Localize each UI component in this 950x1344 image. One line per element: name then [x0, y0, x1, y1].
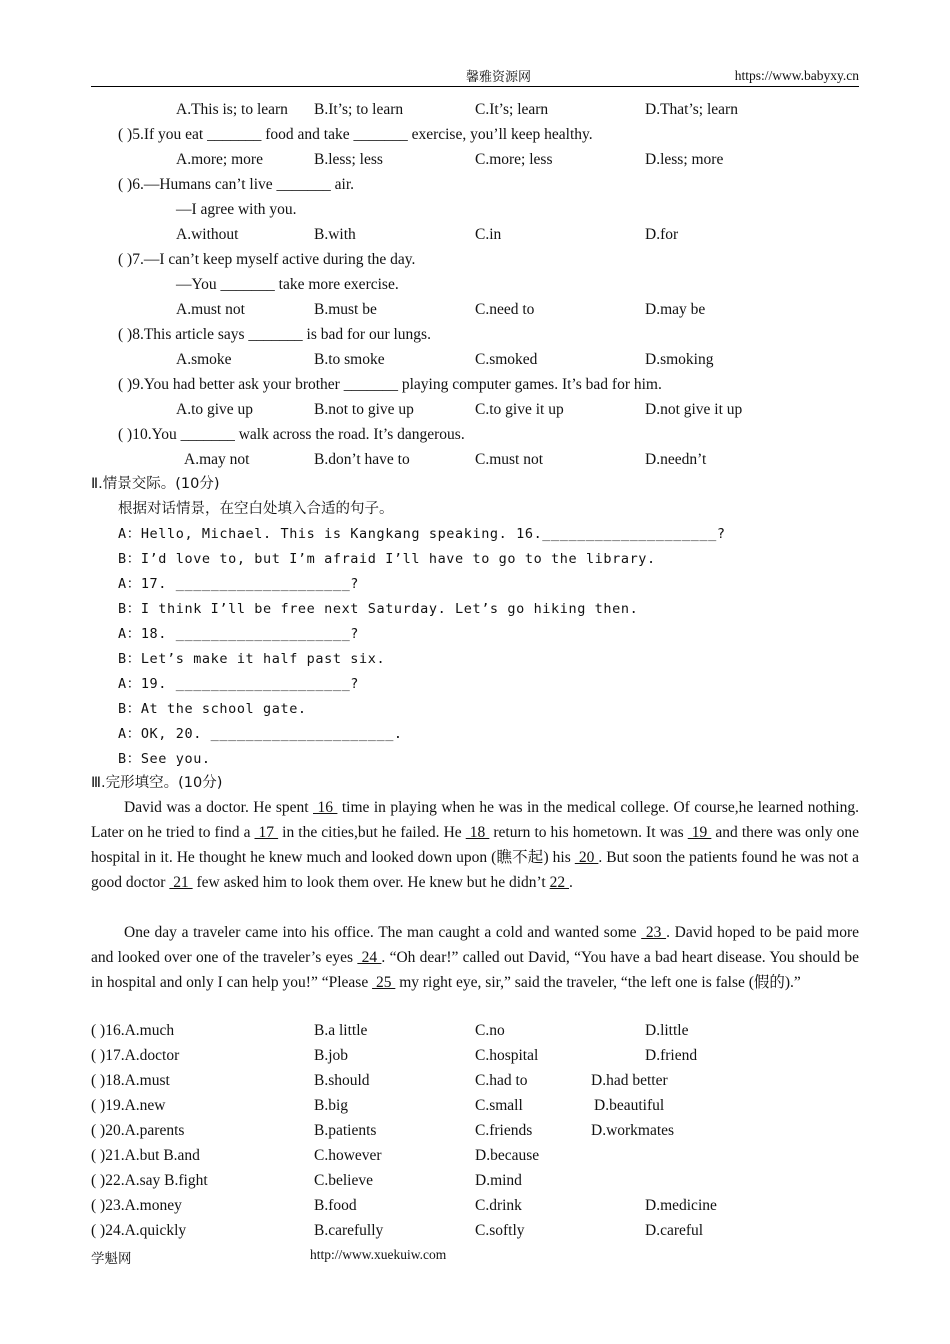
q8-option-b: B.to smoke [314, 351, 385, 368]
blank-16: 16 [313, 799, 338, 816]
q17-row: ( )17.A.doctor [91, 1047, 180, 1064]
q4-option-c: C.It’s; learn [475, 101, 549, 118]
q21-option-d: D.because [475, 1147, 540, 1164]
q7-stem: ( )7.—I can’t keep myself active during the day. [118, 251, 416, 268]
dialogue-line: B：I’d love to, but I’m afraid I’ll have to go to the library. [118, 551, 656, 567]
dialogue-line: B：See you. [118, 751, 211, 767]
q18-option-b: B.should [314, 1072, 370, 1089]
q20-option-d: D.workmates [591, 1122, 675, 1139]
blank-19: 19 [687, 823, 712, 841]
dialogue-line: A：Hello, Michael. This is Kangkang speaking. 16.____________________? [118, 526, 726, 542]
q6-option-d: D.for [645, 226, 679, 243]
q16-option-d: D.little [645, 1022, 689, 1039]
q20-option-c: C.friends [475, 1122, 533, 1139]
q8-option-c: C.smoked [475, 351, 538, 368]
q8-option-a: A.smoke [176, 351, 232, 368]
footer-url: http://www.xuekuiw.com [310, 1247, 447, 1262]
q18-option-d: D.had better [591, 1072, 668, 1089]
q24-option-d: D.careful [645, 1222, 704, 1239]
q17-option-c: C.hospital [475, 1047, 539, 1064]
q19-option-b: B.big [314, 1097, 349, 1114]
q10-option-b: B.don’t have to [314, 451, 410, 468]
q23-option-c: C.drink [475, 1197, 522, 1214]
q7-option-d: D.may be [645, 301, 706, 318]
blank-20: 20 [574, 848, 599, 866]
q5-option-b: B.less; less [314, 151, 383, 168]
blank-22: 22 [549, 873, 569, 891]
q8-stem: ( )8.This article says _______ is bad for our lungs. [118, 326, 431, 343]
q22-row: ( )22.A.say B.fight [91, 1172, 208, 1189]
page-header [91, 64, 859, 87]
q10-option-a: A.may not [184, 451, 250, 468]
q20-row: ( )20.A.parents [91, 1122, 185, 1139]
blank-21: 21 [169, 873, 193, 891]
q5-option-c: C.more; less [475, 151, 553, 168]
dialogue-line: A：19. ____________________? [118, 676, 360, 692]
dialogue-line: A：18. ____________________? [118, 626, 360, 642]
q6-stem: ( )6.—Humans can’t live _______ air. [118, 176, 355, 193]
header-url: https://www.babyxy.cn [734, 68, 859, 83]
section3-title: Ⅲ.完形填空。(10分) [91, 775, 223, 791]
q16-row: ( )16.A.much [91, 1022, 175, 1039]
q21-row: ( )21.A.but B.and [91, 1147, 200, 1164]
q6-stem-reply: —I agree with you. [176, 201, 297, 218]
q4-option-d: D.That’s; learn [645, 101, 738, 118]
q19-row: ( )19.A.new [91, 1097, 166, 1114]
q7-option-c: C.need to [475, 301, 535, 318]
blank-24: 24 [357, 948, 382, 966]
q9-option-a: A.to give up [176, 401, 254, 418]
q10-option-c: C.must not [475, 451, 544, 468]
q19-option-c: C.small [475, 1097, 523, 1114]
q5-option-d: D.less; more [645, 151, 724, 168]
q16-option-c: C.no [475, 1022, 505, 1039]
q18-row: ( )18.A.must [91, 1072, 170, 1089]
q6-option-c: C.in [475, 226, 502, 243]
dialogue-line: B：I think I’ll be free next Saturday. Let’s go hiking then. [118, 601, 639, 617]
q17-option-b: B.job [314, 1047, 349, 1064]
q24-option-b: B.carefully [314, 1222, 384, 1239]
q9-option-d: D.not give it up [645, 401, 743, 418]
q8-option-d: D.smoking [645, 351, 714, 368]
q7-stem-reply: —You _______ take more exercise. [176, 276, 399, 293]
q23-option-b: B.food [314, 1197, 357, 1214]
q6-option-a: A.without [176, 226, 239, 243]
dialogue-line: B：Let’s make it half past six. [118, 651, 386, 667]
q22-option-c: C.believe [314, 1172, 373, 1189]
q16-option-b: B.a little [314, 1022, 368, 1039]
dialogue-line: B：At the school gate. [118, 701, 307, 717]
dialogue-line: A：OK, 20. _____________________. [118, 726, 403, 742]
footer-brand: 学魁网 [91, 1251, 132, 1266]
q6-option-b: B.with [314, 226, 356, 243]
q5-option-a: A.more; more [176, 151, 263, 168]
q9-option-b: B.not to give up [314, 401, 414, 418]
q7-option-b: B.must be [314, 301, 377, 318]
header-site-name: 馨雅资源网 [466, 69, 532, 84]
blank-17: 17 [254, 823, 279, 841]
q9-option-c: C.to give it up [475, 401, 564, 418]
q9-stem: ( )9.You had better ask your brother _______ playing computer games. It’s bad for him. [118, 376, 662, 393]
q4-option-b: B.It’s; to learn [314, 101, 404, 118]
q19-option-d: D.beautiful [594, 1097, 665, 1114]
section2-title: Ⅱ.情景交际。(10分) [91, 476, 220, 492]
q7-option-a: A.must not [176, 301, 245, 318]
cloze-paragraph-1: David was a doctor. He spent 16 time in playing when he was in the medical college. Of course,he learned nothing. Later on he tried to find a 17 in the cities,but he failed. He 18 return to his hometown. It was 19 and there was only one hospital in it. He thought he knew much and looked down upon (瞧不起) his 20 . But soon the patients found he was not a good doctor 21 few asked him to look them over. He knew but he didn’t 22 . [91, 799, 860, 891]
dialogue-line: A：17. ____________________? [118, 576, 360, 592]
q24-row: ( )24.A.quickly [91, 1222, 187, 1239]
cloze-paragraph-2: One day a traveler came into his office. The man caught a cold and wanted some 23 . David hoped to be paid more and looked over one of the traveler’s eyes 24 . “Oh dear!” called out David, “You have a bad heart disease. You should be in hospital and only I can help you!” “Please 25 my right eye, sir,” said the traveler, “the left one is false (假的).” [91, 924, 860, 991]
q18-option-c: C.had to [475, 1072, 528, 1089]
q10-option-d: D.needn’t [645, 451, 707, 468]
q4-option-a: A.This is; to learn [176, 101, 288, 118]
q17-option-d: D.friend [645, 1047, 698, 1064]
q21-option-c: C.however [314, 1147, 382, 1164]
q24-option-c: C.softly [475, 1222, 525, 1239]
q22-option-d: D.mind [475, 1172, 522, 1189]
section2-instruction: 根据对话情景，在空白处填入合适的句子。 [118, 501, 394, 517]
q23-row: ( )23.A.money [91, 1197, 182, 1214]
blank-23: 23 [641, 924, 667, 941]
q23-option-d: D.medicine [645, 1197, 717, 1214]
q20-option-b: B.patients [314, 1122, 377, 1139]
q5-stem: ( )5.If you eat _______ food and take _______ exercise, you’ll keep healthy. [118, 126, 593, 143]
q10-stem: ( )10.You _______ walk across the road. It’s dangerous. [118, 426, 465, 443]
blank-25: 25 [372, 973, 396, 991]
blank-18: 18 [465, 823, 490, 841]
